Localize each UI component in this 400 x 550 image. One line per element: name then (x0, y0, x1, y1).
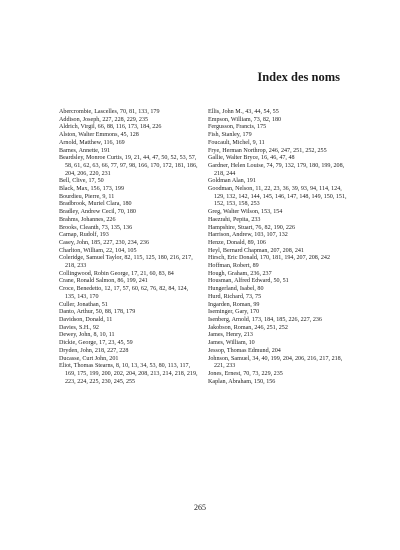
index-column-left (59, 109, 198, 386)
index-entry: Ellis, John M., 43, 44, 54, 55 (208, 109, 279, 115)
index-entry: Coleridge, Samuel Taylor, 82, 115, 125, 180, 216, 217, 218, 233 (59, 255, 193, 270)
index-entry: Jakobson, Roman, 246, 251, 252 (208, 324, 288, 331)
index-entry: Hungerland, Isabel, 80 (208, 286, 264, 293)
index-entry: Addison, Joseph, 227, 228, 229, 235 (59, 116, 149, 123)
index-entry: Hampshire, Stuart, 76, 82, 190, 226 (208, 224, 295, 231)
index-entry: Harrison, Andrew, 103, 107, 132 (208, 232, 288, 239)
index-entry: Dewey, John, 8, 10, 11 (59, 332, 115, 339)
index-entry: James, William, 10 (208, 340, 255, 347)
index-entry: Dickie, George, 17, 23, 45, 59 (59, 340, 133, 347)
index-entry: Gallie, Walter Bryce, 16, 46, 47, 48 (208, 155, 295, 162)
index-entry: Bradley, Andrew Cecil, 70, 180 (59, 209, 136, 216)
index-entry: Isenberg, Arnold, 173, 184, 185, 226, 227, 236 (208, 316, 322, 323)
index-entry: Hoffman, Robert, 89 (208, 263, 259, 270)
index-entry: Heyl, Bernard Chapman, 207, 208, 241 (208, 247, 304, 254)
index-entry: Goodman, Nelson, 11, 22, 23, 36, 39, 93, 94, 114, 124, 129, 132, 142, 144, 145, 146, 147, 148, 149, 150, 151, 152, 153, 158, 253 (208, 186, 347, 208)
index-entry: Empson, William, 73, 82, 180 (208, 116, 282, 123)
index-entry: Bradbrook, Muriel Clara, 180 (59, 201, 132, 208)
index-entry: Croce, Benedetto, 12, 17, 57, 60, 62, 76, 82, 84, 124, 135, 143, 170 (59, 286, 189, 300)
index-column-right (208, 109, 347, 386)
index-entry: Fergusson, Francis, 175 (208, 124, 267, 131)
index-entry: Davidson, Donald, 11 (59, 316, 113, 323)
index-entry: Culler, Jonathan, 51 (59, 301, 108, 308)
index-entry: Danto, Arthur, 50, 88, 178, 179 (59, 309, 136, 316)
index-entry: Foucault, Michel, 9, 11 (208, 139, 265, 146)
index-entry: Gardner, Helen Louise, 74, 79, 132, 179, 180, 199, 208, 218, 244 (208, 162, 345, 177)
index-entry: Beardsley, Monroe Curtis, 19, 21, 44, 47, 50, 52, 53, 57, 58, 61, 62, 63, 66, 77, 97, 98, 166, 170, 172, 181, 186, 204, 206, 220, 231 (59, 155, 198, 177)
index-entry: Bourdieu, Pierre, 9, 11 (59, 193, 115, 200)
index-entry: Hirsch, Eric Donald, 170, 181, 194, 207, 208, 242 (208, 255, 331, 262)
index-entry: Charlton, William, 22, 104, 105 (59, 247, 137, 254)
index-entry: Barnes, Annette, 191 (59, 147, 111, 154)
index-entry: Greg, Walter Wilson, 153, 154 (208, 209, 283, 216)
index-entry: Hurd, Richard, 73, 75 (208, 293, 262, 300)
index-entry: Frye, Herman Northrop, 246, 247, 251, 252, 255 (208, 147, 327, 154)
index-entry: Brahms, Johannes, 226 (59, 216, 116, 223)
index-entry: Jones, Ernest, 70, 73, 229, 235 (208, 370, 283, 377)
index-entry: Goldman Alan, 191 (208, 178, 256, 185)
index-entry: Bell, Clive, 17, 50 (59, 178, 104, 185)
index-entry: Kaplan, Abraham, 150, 156 (208, 378, 276, 385)
index-entry: Alston, Walter Emmons, 45, 128 (59, 132, 139, 139)
index-entry: Housman, Alfred Edward, 50, 51 (208, 278, 289, 285)
index-entry: Crane, Ronald Salmon, 86, 199, 241 (59, 278, 148, 285)
index-entry: Ingarden, Roman, 99 (208, 301, 260, 308)
index-entry: Aldrich, Virgil, 66, 88, 116, 173, 184, 226 (59, 124, 162, 131)
page-title: Index des noms (257, 70, 340, 84)
index-entry: Collingwood, Robin George, 17, 21, 60, 83, 84 (59, 270, 174, 277)
index-entry: Casey, John, 185, 227, 230, 234, 236 (59, 239, 149, 246)
index-entry: Johnson, Samuel, 34, 40, 199, 204, 206, 216, 217, 218, 221, 233 (208, 355, 343, 370)
index-entry: Fish, Stanley, 179 (208, 132, 252, 139)
index-entry: Black, Max, 156, 173, 199 (59, 186, 124, 193)
index-entry: Hough, Graham, 236, 237 (208, 270, 272, 277)
index-entry: Davies, S.H., 92 (59, 324, 99, 331)
index-entry: Brooks, Cleanth, 73, 135, 136 (59, 224, 133, 231)
index-entry: Carnap, Rudolf, 193 (59, 232, 109, 239)
index-entry: Iseminger, Gary, 170 (208, 309, 260, 316)
index-entry: Dryden, John, 218, 227, 228 (59, 347, 129, 354)
index-entry: Ducasse, Curt John, 201 (59, 355, 119, 362)
index-entry: Henze, Donald, 89, 106 (208, 239, 266, 246)
index-entry: Jessop, Thomas Edmund, 204 (208, 347, 281, 354)
index-entry: James, Henry, 213 (208, 332, 253, 339)
index-entry: Abercrombie, Lascelles, 70, 81, 133, 179 (59, 109, 160, 115)
index-columns (59, 109, 347, 386)
index-entry: Eliot, Thomas Stearns, 8, 10, 13, 34, 53, 80, 113, 117, 169, 175, 199, 200, 202, 204, 208, 213, 214, 218, 219, 223, 224, 225, 230, 245, 255 (59, 363, 198, 385)
index-entry: Arnold, Matthew, 116, 169 (59, 139, 125, 146)
index-entry: Haezrahi, Pepita, 233 (208, 216, 261, 223)
page-number: 265 (194, 503, 206, 512)
